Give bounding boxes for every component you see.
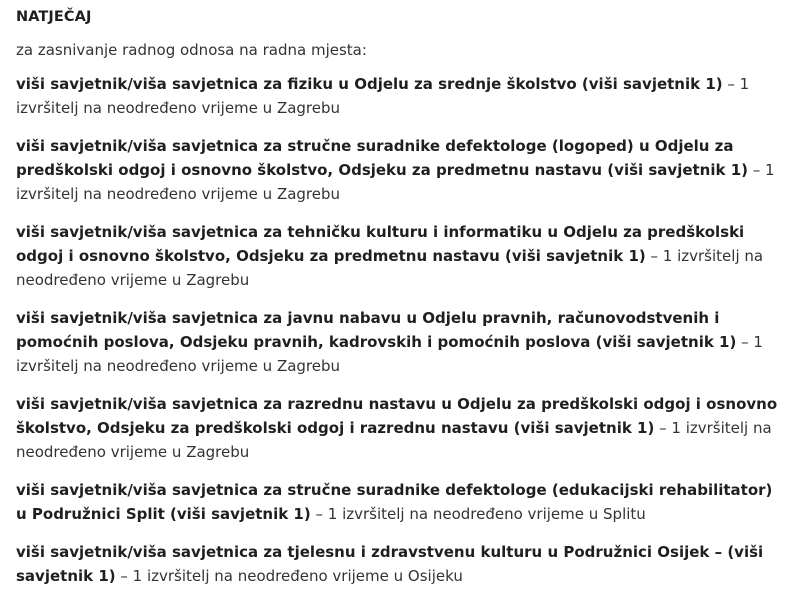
position-item <box>16 392 786 464</box>
document-intro: za zasnivanje radnog odnosa na radna mjesta: <box>16 41 367 59</box>
position-title: viši savjetnik/viša savjetnica za razrednu nastavu u Odjelu za predškolski odgoj i osnovno školstvo, Odsjeku za predškolski odgoj i razrednu nastavu (viši savjetnik 1) <box>16 395 778 437</box>
position-item <box>16 72 786 120</box>
position-title: viši savjetnik/viša savjetnica za stručne suradnike defektologe (logoped) u Odjelu za predškolski odgoj i osnovno školstvo, Odsjeku za predmetnu nastavu (viši savjetnik 1) <box>16 137 748 179</box>
positions-list <box>16 72 786 588</box>
position-item <box>16 134 786 206</box>
document-title: NATJEČAJ <box>16 9 92 25</box>
position-item <box>16 306 786 378</box>
position-details: – 1 izvršitelj na neodređeno vrijeme u Zagrebu <box>16 247 764 289</box>
position-item <box>16 220 786 292</box>
position-title: viši savjetnik/viša savjetnica za tehničku kulturu i informatiku u Odjelu za predškolski odgoj i osnovno školstvo, Odsjeku za predmetnu nastavu (viši savjetnik 1) <box>16 223 745 265</box>
position-title: viši savjetnik/viša savjetnica za javnu nabavu u Odjelu pravnih, računovodstvenih i pomoćnih poslova, Odsjeku pravnih, kadrovskih i pomoćnih poslova (viši savjetnik 1) <box>16 309 737 351</box>
position-details: – 1 izvršitelj na neodređeno vrijeme u Osijeku <box>115 567 463 585</box>
position-title: viši savjetnik/viša savjetnica za stručne suradnike defektologe (edukacijski rehabilitator) u Podružnici Split (viši savjetnik 1) <box>16 481 773 523</box>
position-details: – 1 izvršitelj na neodređeno vrijeme u Zagrebu <box>16 419 772 461</box>
position-details: – 1 izvršitelj na neodređeno vrijeme u Zagrebu <box>16 75 750 117</box>
position-details: – 1 izvršitelj na neodređeno vrijeme u Splitu <box>310 505 646 523</box>
position-details: – 1 izvršitelj na neodređeno vrijeme u Zagrebu <box>16 161 775 203</box>
position-item <box>16 540 786 588</box>
position-title: viši savjetnik/viša savjetnica za fiziku u Odjelu za srednje školstvo (viši savjetnik 1) <box>16 75 723 93</box>
position-details: – 1 izvršitelj na neodređeno vrijeme u Zagrebu <box>16 333 763 375</box>
position-item <box>16 478 786 526</box>
position-title: viši savjetnik/viša savjetnica za tjelesnu i zdravstvenu kulturu u Podružnici Osijek – (viši savjetnik 1) <box>16 543 764 585</box>
